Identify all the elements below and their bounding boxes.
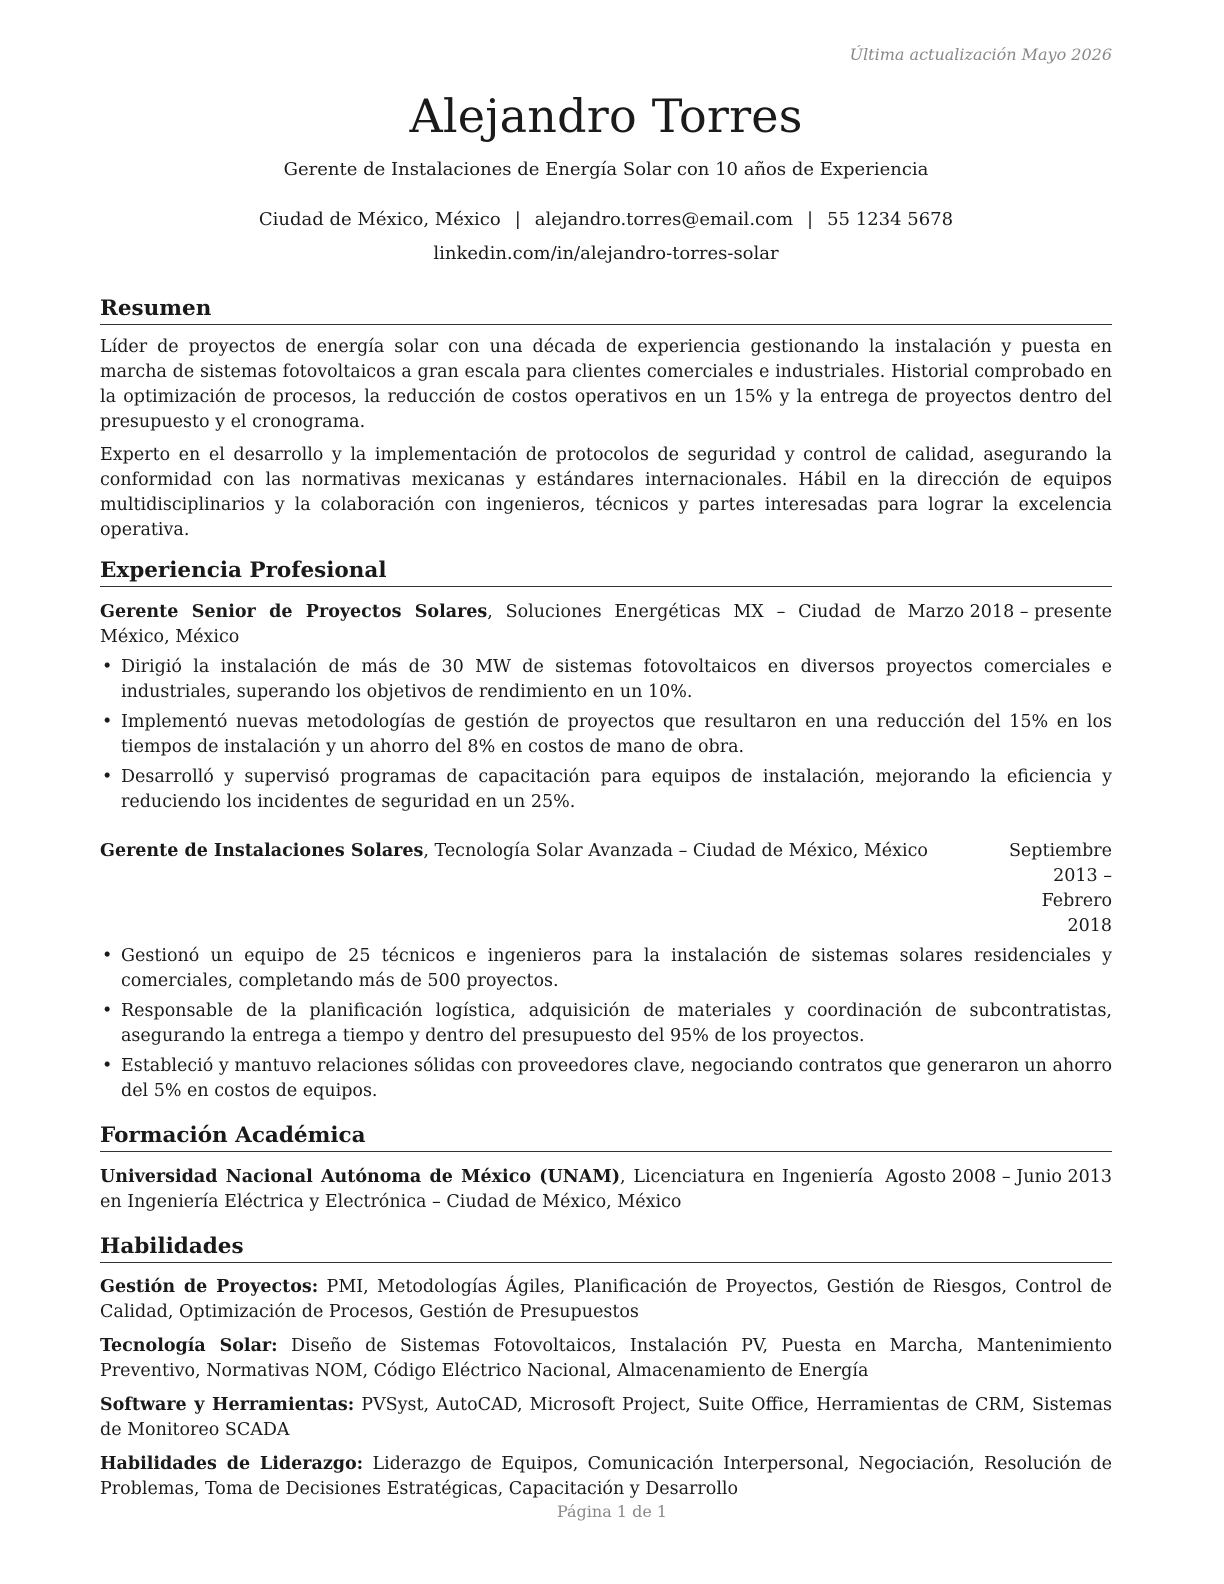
list-item	[100, 710, 1112, 760]
bullet-icon: •	[102, 767, 113, 787]
bullet-text: Gestionó un equipo de 25 técnicos e ingenieros para la instalación de sistemas solares residenciales y comerciales, completando más de 500 proyectos.	[121, 946, 1112, 991]
job-dates: Septiembre 2013 – Febrero 2018	[1008, 841, 1112, 936]
bullet-text: Dirigió la instalación de más de 30 MW de sistemas fotovoltaicos en diversos proyectos comerciales e industriales, superando los objetivos de rendimiento en un 10%.	[121, 657, 1112, 702]
job-role: Gerente Senior de Proyectos Solares	[100, 602, 488, 622]
contact-line	[100, 206, 1112, 234]
job-entry	[100, 600, 1112, 815]
skills-list	[100, 1275, 1112, 1502]
bullet-icon: •	[102, 1001, 113, 1021]
contact-separator: |	[514, 209, 521, 230]
job-bullets	[100, 944, 1112, 1104]
skill-item	[100, 1393, 1112, 1443]
job-company: , Soluciones Energéticas MX – Ciudad de México, México	[100, 602, 896, 647]
education-institution: Universidad Nacional Autónoma de México (UNAM)	[100, 1167, 621, 1187]
contact-location: Ciudad de México, México	[258, 209, 501, 230]
education-entry	[100, 1165, 1112, 1215]
education-degree: , Licenciatura en Ingeniería en Ingeniería Eléctrica y Electrónica – Ciudad de México, México	[100, 1167, 874, 1212]
bullet-icon: •	[102, 712, 113, 732]
job-bullets	[100, 655, 1112, 815]
list-item	[100, 1054, 1112, 1104]
skill-item	[100, 1334, 1112, 1384]
job-company: , Tecnología Solar Avanzada – Ciudad de México, México	[423, 841, 928, 861]
bullet-icon: •	[102, 946, 113, 966]
contact-email[interactable]: alejandro.torres@email.com	[534, 209, 794, 230]
education-detail	[100, 1165, 873, 1215]
job-role: Gerente de Instalaciones Solares	[100, 841, 424, 861]
page-number: Página 1 de 1	[556, 1502, 668, 1521]
skill-item	[100, 1452, 1112, 1502]
bullet-text: Implementó nuevas metodologías de gestión de proyectos que resultaron en una reducción del 15% en los tiempos de instalación y un ahorro del 8% en costos de mano de obra.	[121, 712, 1112, 757]
resume-page	[100, 40, 1112, 1502]
skill-value: Diseño de Sistemas Fotovoltaicos, Instalación PV, Puesta en Marcha, Mantenimiento Preventivo, Normativas NOM, Código Eléctrico Nacional, Almacenamiento de Energía	[100, 1336, 1112, 1381]
list-item	[100, 944, 1112, 994]
job-dates: Marzo 2018 – presente	[907, 602, 1112, 622]
bullet-text: Desarrolló y supervisó programas de capacitación para equipos de instalación, mejorando la eficiencia y reduciendo los incidentes de seguridad en un 25%.	[121, 767, 1112, 812]
tagline: Gerente de Instalaciones de Energía Solar con 10 años de Experiencia	[283, 159, 929, 180]
skill-value: PVSyst, AutoCAD, Microsoft Project, Suite Office, Herramientas de CRM, Sistemas de Monitoreo SCADA	[100, 1395, 1112, 1440]
list-item	[100, 999, 1112, 1049]
bullet-text: Estableció y mantuvo relaciones sólidas con proveedores clave, negociando contratos que generaron un ahorro del 5% en costos de equipos.	[121, 1056, 1112, 1101]
bullet-icon: •	[102, 657, 113, 677]
section-title-summary: Resumen	[100, 295, 1112, 325]
skill-label: Tecnología Solar:	[100, 1336, 278, 1356]
bullet-text: Responsable de la planificación logística, adquisición de materiales y coordinación de subcontratistas, asegurando la entrega a tiempo y dentro del presupuesto del 95% de los proyectos.	[121, 1001, 1112, 1046]
skill-label: Gestión de Proyectos:	[100, 1277, 319, 1297]
list-item	[100, 655, 1112, 705]
job-title	[100, 600, 896, 650]
job-header	[100, 600, 1112, 650]
education-dates: Agosto 2008 – Junio 2013	[885, 1167, 1112, 1187]
job-header	[100, 839, 1112, 939]
section-title-skills: Habilidades	[100, 1233, 1112, 1263]
summary-paragraph: Experto en el desarrollo y la implementación de protocolos de seguridad y control de calidad, asegurando la conformidad con las normativas mexicanas y estándares internacionales. Hábil en la dirección de equipos multidisciplinarios y la colaboración con ingenieros, técnicos y partes interesadas para lograr la excelencia operativa.	[100, 445, 1112, 540]
skill-value: PMI, Metodologías Ágiles, Planificación de Proyectos, Gestión de Riesgos, Control de Calidad, Optimización de Procesos, Gestión de Presupuestos	[100, 1277, 1112, 1322]
candidate-name: Alejandro Torres	[409, 89, 803, 143]
summary-paragraph: Líder de proyectos de energía solar con una década de experiencia gestionando la instalación y puesta en marcha de sistemas fotovoltaicos a gran escala para clientes comerciales e industriales. Historial comprobado en la optimización de procesos, la reducción de costos operativos en un 15% y la entrega de proyectos dentro del presupuesto y el cronograma.	[100, 337, 1112, 432]
job-entry	[100, 839, 1112, 1104]
section-title-experience: Experiencia Profesional	[100, 557, 1112, 587]
section-title-education: Formación Académica	[100, 1122, 1112, 1152]
contact-linkedin[interactable]: linkedin.com/in/alejandro-torres-solar	[433, 243, 779, 264]
skill-label: Habilidades de Liderazgo:	[100, 1454, 364, 1474]
list-item	[100, 765, 1112, 815]
contact-separator: |	[807, 209, 814, 230]
skill-value: Liderazgo de Equipos, Comunicación Interpersonal, Negociación, Resolución de Problemas, Toma de Decisiones Estratégicas, Capacitación y Desarrollo	[100, 1454, 1112, 1499]
skill-item	[100, 1275, 1112, 1325]
skill-label: Software y Herramientas:	[100, 1395, 355, 1415]
contact-phone: 55 1234 5678	[827, 209, 954, 230]
bullet-icon: •	[102, 1056, 113, 1076]
last-updated: Última actualización Mayo 2026	[849, 45, 1112, 64]
job-title	[100, 839, 988, 864]
